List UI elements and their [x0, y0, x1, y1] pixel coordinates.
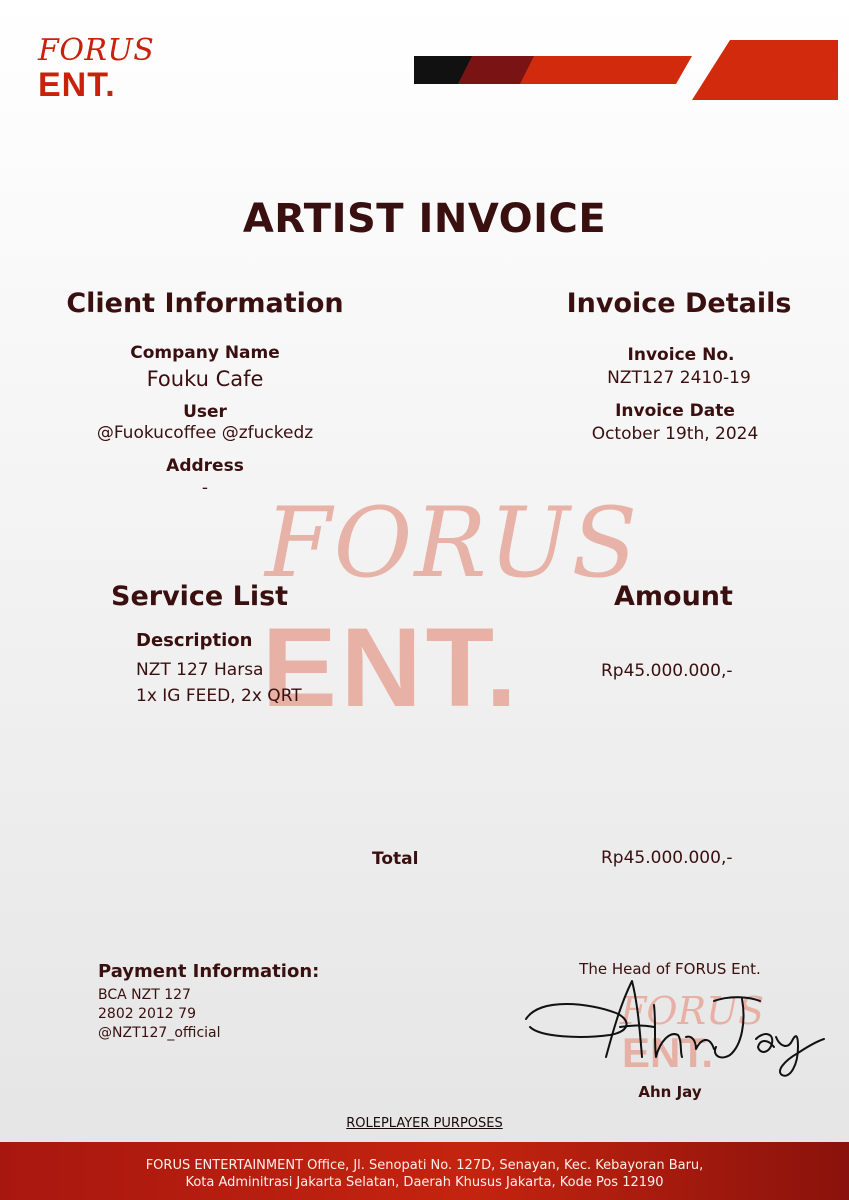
stamp-forus: FORUS [620, 989, 765, 1033]
company-name-value: Fouku Cafe [146, 367, 264, 391]
logo-forus-text: FORUS [38, 33, 155, 68]
signatory-name: Ahn Jay [638, 1083, 702, 1101]
user-label: User [183, 402, 227, 422]
invoice-number-value: NZT127 2410-19 [607, 368, 751, 388]
signatory-title: The Head of FORUS Ent. [579, 960, 761, 978]
invoice-number-label: Invoice No. [627, 345, 735, 365]
header-stripes [412, 38, 842, 102]
logo-ent-text: ENT. [38, 66, 116, 104]
footer-address-line1: FORUS ENTERTAINMENT Office, Jl. Senopati No. 127D, Senayan, Kec. Kebayoran Baru, [145, 1158, 704, 1173]
payment-info-heading: Payment Information: [98, 961, 320, 982]
roleplayer-purposes-note: ROLEPLAYER PURPOSES [346, 1116, 503, 1131]
company-name-label: Company Name [130, 343, 280, 363]
footer-address-line2: Kota Adminitrasi Jakarta Selatan, Daerah Khusus Jakarta, Kode Pos 12190 [185, 1175, 664, 1190]
stamp-ent: ENT. [622, 1029, 714, 1076]
watermark-ent: ENT. [262, 605, 521, 730]
service-item-line1: NZT 127 Harsa [136, 660, 264, 680]
service-item-amount: Rp45.000.000,- [601, 661, 733, 681]
address-label: Address [166, 456, 244, 476]
address-value: - [201, 478, 209, 498]
client-info-heading: Client Information [66, 288, 344, 319]
user-value: @Fuokucoffee @zfuckedz [96, 423, 314, 443]
invoice-title: ARTIST INVOICE [242, 196, 607, 242]
handwritten-signature [520, 975, 830, 1085]
invoice-date-label: Invoice Date [615, 401, 735, 421]
service-item-line2: 1x IG FEED, 2x QRT [136, 686, 302, 706]
description-label: Description [136, 630, 253, 651]
total-label: Total [372, 849, 419, 869]
invoice-date-value: October 19th, 2024 [591, 424, 759, 444]
service-list-heading: Service List [111, 581, 289, 612]
invoice-details-heading: Invoice Details [566, 288, 792, 319]
payment-handle: @NZT127_official [98, 1025, 221, 1041]
payment-account: 2802 2012 79 [98, 1006, 196, 1022]
amount-heading: Amount [614, 581, 733, 612]
payment-bank: BCA NZT 127 [98, 987, 191, 1003]
watermark-forus: FORUS [265, 487, 640, 599]
total-value: Rp45.000.000,- [601, 848, 733, 868]
